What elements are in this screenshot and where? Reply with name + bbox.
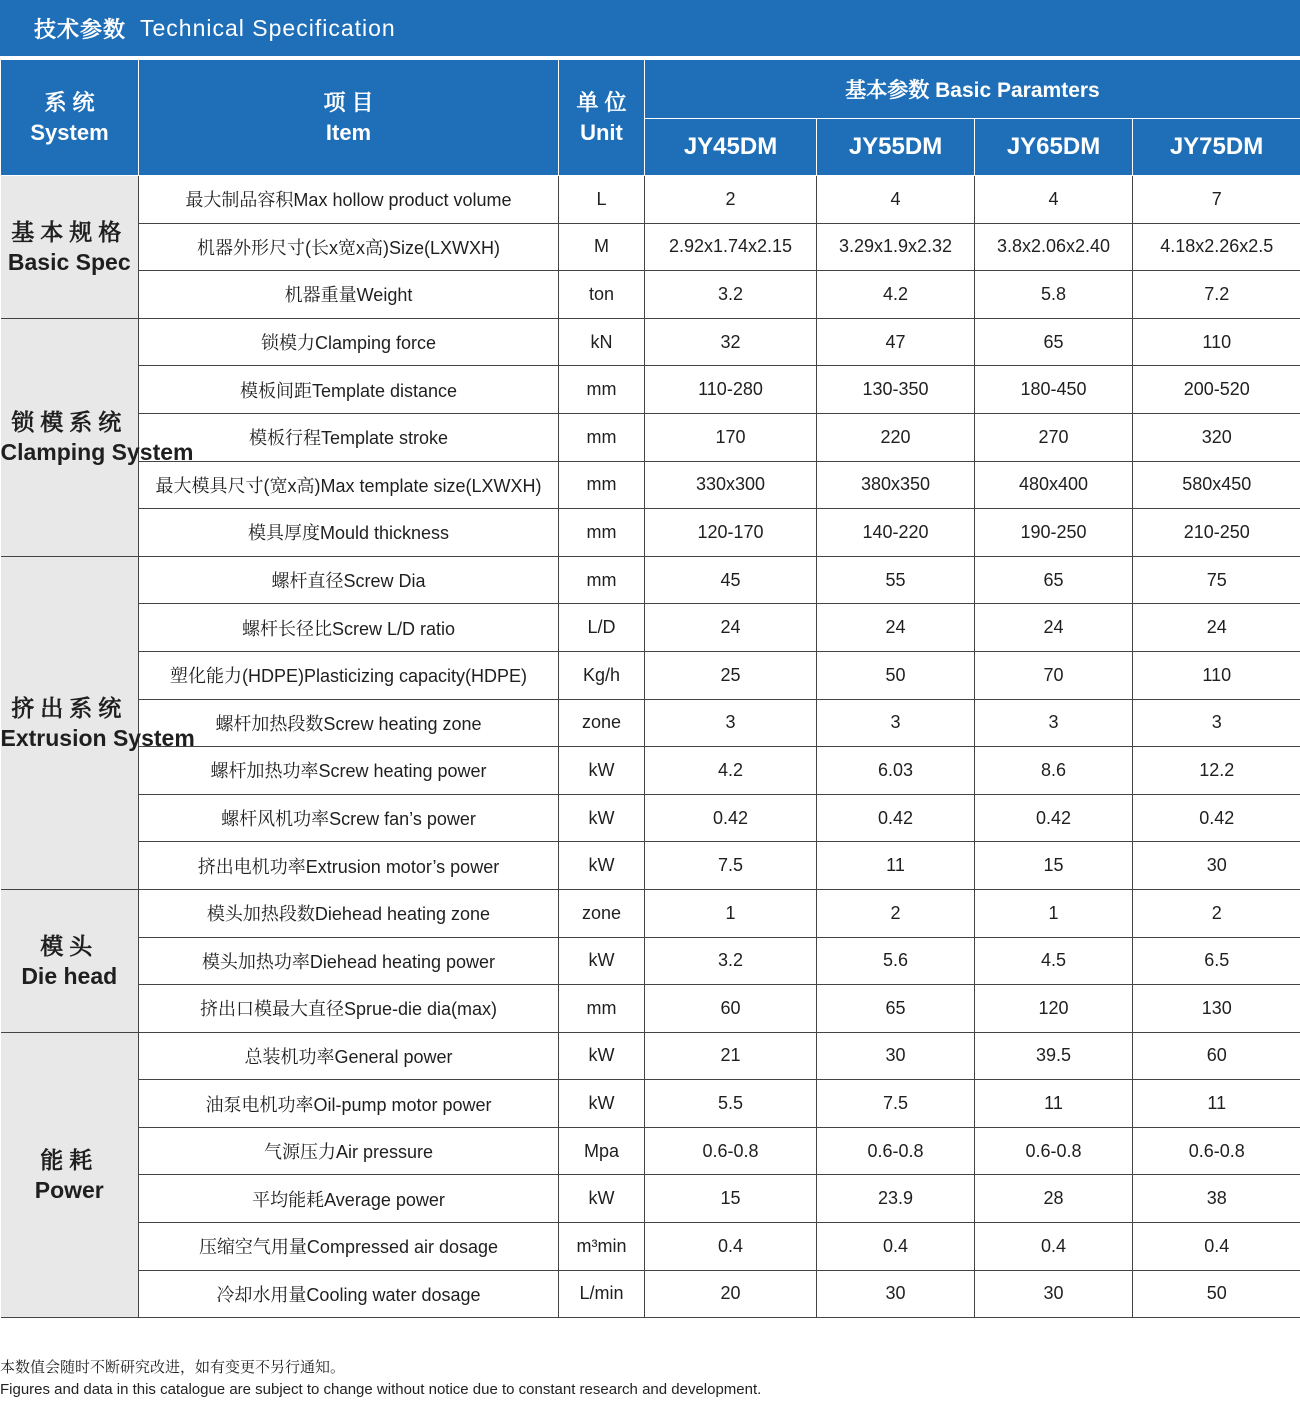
unit-cell: L/D [559, 604, 645, 652]
value-cell: 200-520 [1133, 366, 1300, 414]
unit-cell: zone [559, 889, 645, 937]
value-cell: 24 [975, 604, 1133, 652]
value-cell: 5.8 [975, 271, 1133, 319]
unit-cell: kW [559, 747, 645, 795]
spec-row [1, 1270, 1300, 1318]
system-label-en: Extrusion System [0, 724, 195, 751]
value-cell: 4 [975, 176, 1133, 224]
value-cell: 110-280 [645, 366, 817, 414]
value-cell: 380x350 [817, 461, 975, 509]
unit-cell: mm [559, 509, 645, 557]
item-cell: 总装机功率General power [139, 1032, 559, 1080]
value-cell: 3.29x1.9x2.32 [817, 223, 975, 271]
value-cell: 6.5 [1133, 937, 1300, 985]
value-cell: 8.6 [975, 747, 1133, 795]
item-cell: 模板间距Template distance [139, 366, 559, 414]
value-cell: 3.8x2.06x2.40 [975, 223, 1133, 271]
value-cell: 320 [1133, 413, 1300, 461]
value-cell: 47 [817, 318, 975, 366]
spec-row [1, 176, 1300, 224]
value-cell: 5.5 [645, 1080, 817, 1128]
value-cell: 45 [645, 556, 817, 604]
system-label-cn: 基本规格 [11, 218, 128, 245]
spec-row [1, 651, 1300, 699]
system-label-cn: 挤出系统 [11, 694, 128, 721]
spec-row [1, 1032, 1300, 1080]
value-cell: 330x300 [645, 461, 817, 509]
unit-cell: kW [559, 1080, 645, 1128]
spec-row [1, 461, 1300, 509]
value-cell: 7.2 [1133, 271, 1300, 319]
item-cell: 螺杆长径比Screw L/D ratio [139, 604, 559, 652]
value-cell: 580x450 [1133, 461, 1300, 509]
value-cell: 130 [1133, 985, 1300, 1033]
value-cell: 70 [975, 651, 1133, 699]
item-cell: 螺杆直径Screw Dia [139, 556, 559, 604]
value-cell: 3 [645, 699, 817, 747]
unit-cell: Mpa [559, 1127, 645, 1175]
spec-row [1, 747, 1300, 795]
value-cell: 75 [1133, 556, 1300, 604]
header-unit-cn: 单 位 [576, 89, 627, 115]
value-cell: 50 [1133, 1270, 1300, 1318]
spec-row [1, 1175, 1300, 1223]
system-label [1, 1032, 139, 1318]
value-cell: 4 [817, 176, 975, 224]
item-cell: 螺杆加热功率Screw heating power [139, 747, 559, 795]
item-cell: 冷却水用量Cooling water dosage [139, 1270, 559, 1318]
item-cell: 机器外形尺寸(长x宽x高)Size(LXWXH) [139, 223, 559, 271]
value-cell: 30 [817, 1270, 975, 1318]
value-cell: 4.18x2.26x2.5 [1133, 223, 1300, 271]
unit-cell: mm [559, 556, 645, 604]
value-cell: 65 [975, 318, 1133, 366]
value-cell: 28 [975, 1175, 1133, 1223]
value-cell: 24 [645, 604, 817, 652]
footer-note-cn: 本数值会随时不断研究改进，如有变更不另行通知。 [0, 1359, 346, 1376]
item-cell: 平均能耗Average power [139, 1175, 559, 1223]
value-cell: 3 [975, 699, 1133, 747]
value-cell: 120-170 [645, 509, 817, 557]
value-cell: 23.9 [817, 1175, 975, 1223]
spec-row [1, 699, 1300, 747]
value-cell: 11 [817, 842, 975, 890]
value-cell: 2.92x1.74x2.15 [645, 223, 817, 271]
value-cell: 140-220 [817, 509, 975, 557]
unit-cell: mm [559, 985, 645, 1033]
title-bar [0, 0, 1300, 56]
item-cell: 挤出口模最大直径Sprue-die dia(max) [139, 985, 559, 1033]
item-cell: 最大模具尺寸(宽x高)Max template size(LXWXH) [139, 461, 559, 509]
value-cell: 3 [817, 699, 975, 747]
item-cell: 螺杆风机功率Screw fan’s power [139, 794, 559, 842]
unit-cell: Kg/h [559, 651, 645, 699]
value-cell: 0.6-0.8 [817, 1127, 975, 1175]
spec-row [1, 842, 1300, 890]
value-cell: 270 [975, 413, 1133, 461]
spec-row [1, 1080, 1300, 1128]
unit-cell: kN [559, 318, 645, 366]
spec-table-header [1, 60, 1300, 176]
system-label [1, 889, 139, 1032]
value-cell: 0.6-0.8 [975, 1127, 1133, 1175]
value-cell: 32 [645, 318, 817, 366]
value-cell: 0.4 [645, 1223, 817, 1271]
value-cell: 6.03 [817, 747, 975, 795]
unit-cell: zone [559, 699, 645, 747]
header-model: JY45DM [645, 119, 817, 176]
item-cell: 最大制品容积Max hollow product volume [139, 176, 559, 224]
header-model: JY55DM [817, 119, 975, 176]
system-label [0, 556, 195, 889]
value-cell: 15 [645, 1175, 817, 1223]
value-cell: 1 [645, 889, 817, 937]
spec-table [0, 59, 1300, 1318]
value-cell: 0.6-0.8 [645, 1127, 817, 1175]
item-cell: 压缩空气用量Compressed air dosage [139, 1223, 559, 1271]
value-cell: 60 [1133, 1032, 1300, 1080]
value-cell: 39.5 [975, 1032, 1133, 1080]
value-cell: 130-350 [817, 366, 975, 414]
value-cell: 180-450 [975, 366, 1133, 414]
spec-row [1, 318, 1300, 366]
item-cell: 机器重量Weight [139, 271, 559, 319]
unit-cell: mm [559, 366, 645, 414]
header-system-en: System [30, 119, 109, 145]
header-unit [559, 60, 645, 176]
value-cell: 0.4 [975, 1223, 1133, 1271]
value-cell: 0.4 [1133, 1223, 1300, 1271]
value-cell: 50 [817, 651, 975, 699]
value-cell: 0.6-0.8 [1133, 1127, 1300, 1175]
value-cell: 7.5 [645, 842, 817, 890]
system-label-en: Power [34, 1176, 104, 1203]
header-model: JY65DM [975, 119, 1133, 176]
unit-cell: kW [559, 842, 645, 890]
value-cell: 120 [975, 985, 1133, 1033]
value-cell: 170 [645, 413, 817, 461]
title-en: Technical Specification [140, 14, 396, 41]
item-cell: 模板行程Template stroke [139, 413, 559, 461]
value-cell: 220 [817, 413, 975, 461]
spec-row [1, 271, 1300, 319]
header-item-en: Item [325, 119, 372, 145]
value-cell: 20 [645, 1270, 817, 1318]
spec-row [1, 889, 1300, 937]
system-label-en: Clamping System [0, 439, 194, 466]
spec-row [1, 937, 1300, 985]
header-item [139, 60, 559, 176]
item-cell: 塑化能力(HDPE)Plasticizing capacity(HDPE) [139, 651, 559, 699]
value-cell: 480x400 [975, 461, 1133, 509]
value-cell: 3.2 [645, 271, 817, 319]
value-cell: 38 [1133, 1175, 1300, 1223]
value-cell: 7.5 [817, 1080, 975, 1128]
value-cell: 2 [645, 176, 817, 224]
value-cell: 0.42 [975, 794, 1133, 842]
unit-cell: mm [559, 413, 645, 461]
unit-cell: kW [559, 1032, 645, 1080]
value-cell: 1 [975, 889, 1133, 937]
spec-row [1, 556, 1300, 604]
value-cell: 210-250 [1133, 509, 1300, 557]
value-cell: 0.4 [817, 1223, 975, 1271]
value-cell: 0.42 [817, 794, 975, 842]
value-cell: 5.6 [817, 937, 975, 985]
unit-cell: mm [559, 461, 645, 509]
header-system [1, 60, 139, 176]
value-cell: 55 [817, 556, 975, 604]
unit-cell: m³min [559, 1223, 645, 1271]
header-unit-en: Unit [580, 119, 623, 145]
header-model: JY75DM [1133, 119, 1300, 176]
value-cell: 21 [645, 1032, 817, 1080]
unit-cell: kW [559, 794, 645, 842]
header-system-cn: 系 统 [44, 89, 95, 115]
value-cell: 30 [975, 1270, 1133, 1318]
item-cell: 气源压力Air pressure [139, 1127, 559, 1175]
system-label-en: Basic Spec [7, 248, 131, 275]
unit-cell: L [559, 176, 645, 224]
value-cell: 3 [1133, 699, 1300, 747]
footer-note-en: Figures and data in this catalogue are subject to change without notice due to constant research and development. [0, 1381, 762, 1398]
item-cell: 模头加热段数Diehead heating zone [139, 889, 559, 937]
unit-cell: M [559, 223, 645, 271]
value-cell: 2 [1133, 889, 1300, 937]
unit-cell: ton [559, 271, 645, 319]
value-cell: 24 [817, 604, 975, 652]
spec-row [1, 223, 1300, 271]
value-cell: 0.42 [1133, 794, 1300, 842]
value-cell: 190-250 [975, 509, 1133, 557]
system-label-cn: 锁模系统 [11, 409, 128, 436]
system-label [0, 318, 194, 556]
item-cell: 模头加热功率Diehead heating power [139, 937, 559, 985]
item-cell: 油泵电机功率Oil-pump motor power [139, 1080, 559, 1128]
footer-note [0, 1357, 761, 1401]
value-cell: 12.2 [1133, 747, 1300, 795]
value-cell: 25 [645, 651, 817, 699]
value-cell: 65 [817, 985, 975, 1033]
value-cell: 30 [1133, 842, 1300, 890]
value-cell: 65 [975, 556, 1133, 604]
system-label [1, 176, 139, 319]
value-cell: 24 [1133, 604, 1300, 652]
spec-table-body [1, 176, 1300, 1318]
value-cell: 4.2 [817, 271, 975, 319]
unit-cell: kW [559, 1175, 645, 1223]
value-cell: 15 [975, 842, 1133, 890]
value-cell: 30 [817, 1032, 975, 1080]
value-cell: 0.42 [645, 794, 817, 842]
value-cell: 4.5 [975, 937, 1133, 985]
unit-cell: kW [559, 937, 645, 985]
spec-row [1, 985, 1300, 1033]
spec-row [1, 1127, 1300, 1175]
spec-row [1, 413, 1300, 461]
spec-row [1, 1223, 1300, 1271]
item-cell: 挤出电机功率Extrusion motor’s power [139, 842, 559, 890]
spec-row [1, 604, 1300, 652]
header-item-cn: 项 目 [323, 89, 374, 115]
spec-row [1, 509, 1300, 557]
system-label-cn: 能耗 [40, 1146, 99, 1173]
value-cell: 110 [1133, 651, 1300, 699]
header-basic-params: 基本参数 Basic Paramters [645, 60, 1300, 119]
item-cell: 模具厚度Mould thickness [139, 509, 559, 557]
value-cell: 60 [645, 985, 817, 1033]
item-cell: 锁模力Clamping force [139, 318, 559, 366]
value-cell: 110 [1133, 318, 1300, 366]
value-cell: 2 [817, 889, 975, 937]
value-cell: 3.2 [645, 937, 817, 985]
value-cell: 11 [1133, 1080, 1300, 1128]
value-cell: 4.2 [645, 747, 817, 795]
value-cell: 11 [975, 1080, 1133, 1128]
title-cn: 技术参数 [34, 16, 127, 42]
spec-row [1, 366, 1300, 414]
value-cell: 7 [1133, 176, 1300, 224]
unit-cell: L/min [559, 1270, 645, 1318]
system-label-en: Die head [21, 962, 118, 989]
item-cell: 螺杆加热段数Screw heating zone [139, 699, 559, 747]
system-label-cn: 模头 [40, 932, 99, 959]
spec-row [1, 794, 1300, 842]
